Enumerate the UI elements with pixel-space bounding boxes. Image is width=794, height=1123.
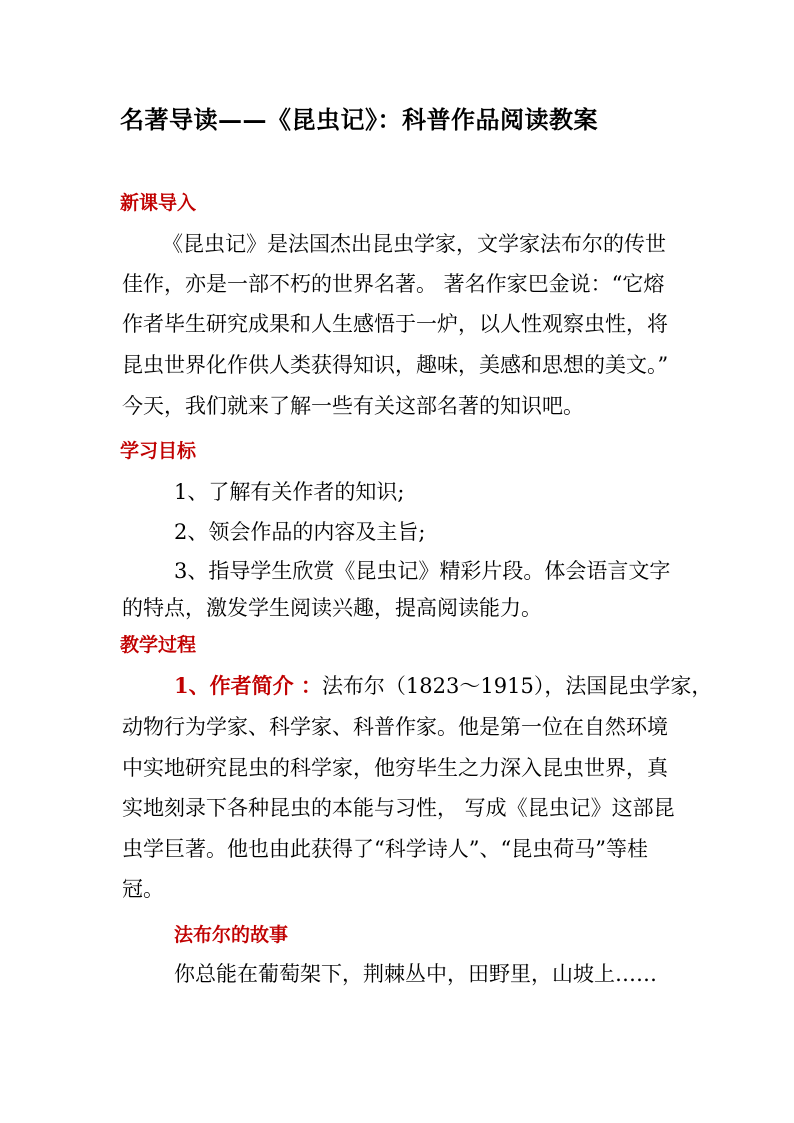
author-line-4: 实地刻录下各种昆虫的本能与习性， 写成《昆虫记》这部昆: [122, 796, 675, 820]
goal-item-1: 1、了解有关作者的知识;: [174, 480, 405, 504]
intro-line-3: 作者毕生研究成果和人生感悟于一炉，以人性观察虫性，将: [122, 312, 668, 336]
author-intro-first-line: [174, 672, 712, 700]
story-line-1: 你总能在葡萄架下，荆棘丛中，田野里，山坡上……: [174, 962, 657, 986]
author-intro-label: 1、作者简介 ：: [174, 673, 322, 698]
author-line-5: 虫学巨著。他也由此获得了“科学诗人”、“昆虫荷马”等桂: [122, 837, 648, 861]
author-line-3: 中实地研究昆虫的科学家，他穷毕生之力深入昆虫世界，真: [122, 756, 668, 780]
intro-line-2: 佳作，亦是一部不朽的世界名著。 著名作家巴金说：“它熔: [122, 272, 665, 296]
intro-line-1: 《昆虫记》是法国杰出昆虫学家，文学家法布尔的传世: [162, 232, 666, 256]
section-heading-intro: 新课导入: [120, 192, 197, 214]
section-heading-goals: 学习目标: [120, 440, 197, 462]
author-line-6: 冠。: [122, 877, 164, 901]
intro-line-5: 今天，我们就来了解一些有关这部名著的知识吧。: [122, 394, 584, 418]
goal-item-3-cont: 的特点，激发学生阅读兴趣，提高阅读能力。: [122, 596, 542, 620]
story-heading: 法布尔的故事: [174, 924, 289, 946]
author-intro-text: 法布尔（1823～1915），法国昆虫学家，: [321, 674, 713, 698]
intro-line-4: 昆虫世界化作供人类获得知识，趣味，美感和思想的美文。”: [122, 353, 669, 377]
goal-item-3: 3、指导学生欣赏《昆虫记》精彩片段。体会语言文字: [174, 559, 671, 583]
document-title: 名著导读——《昆虫记》：科普作品阅读教案: [120, 105, 598, 134]
goal-item-2: 2、领会作品的内容及主旨;: [174, 520, 426, 544]
section-heading-process: 教学过程: [120, 634, 197, 656]
author-line-2: 动物行为学家、科学家、科普作家。他是第一位在自然环境: [122, 715, 668, 739]
